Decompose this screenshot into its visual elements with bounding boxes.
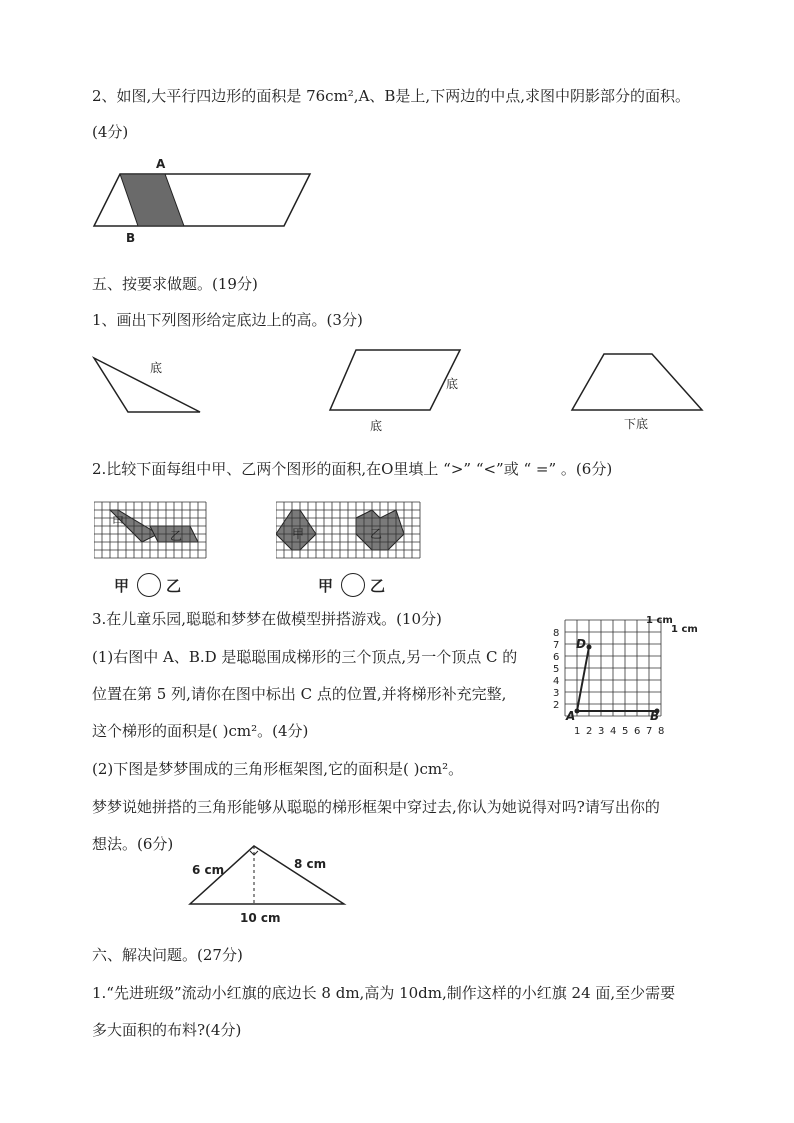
q4-2-text: 2、如图,大平行四边形的面积是 76cm²,A、B是上,下两边的中点,求图中阴影部分的面积。 — [92, 87, 690, 105]
s5-q2-text: 2.比较下面每组中甲、乙两个图形的面积,在O里填上 “>” “<”或 “ =” 。(6分) — [92, 460, 613, 478]
q4-2-score: (4分) — [92, 123, 129, 141]
s5-q3-p1-line1: (1)右图中 A、B.D 是聪聪围成梯形的三个顶点,另一个顶点 C 的 — [92, 648, 518, 666]
grid-label-yi: 乙 — [170, 529, 183, 543]
right-triangle-figure — [184, 838, 374, 938]
right-compare-grid — [276, 498, 421, 568]
compare-left-jia: 甲 — [114, 577, 130, 595]
point-a-label: A — [566, 709, 576, 723]
s5-q3-text: 3.在儿童乐园,聪聪和梦梦在做模型拼搭游戏。(10分) — [92, 610, 442, 628]
grid-label-jia: 甲 — [112, 515, 125, 529]
grid-right-label-jia: 甲 — [292, 527, 305, 541]
y-tick-label: 5 — [553, 664, 560, 675]
x-tick-label: 5 — [622, 726, 629, 737]
y-tick-label: 6 — [553, 652, 560, 663]
x-tick-label: 3 — [598, 726, 605, 737]
trapezoid-figure — [568, 348, 708, 438]
parallelogram-label-bottom: 底 — [370, 419, 383, 433]
s5-q3-p2-line3: 想法。(6分) — [92, 835, 174, 853]
parallelogram2-figure — [326, 346, 476, 436]
compare-right-circle[interactable] — [341, 573, 365, 597]
x-tick-label: 1 — [574, 726, 581, 737]
s5-q3-p1-line3: 这个梯形的面积是( )cm²。(4分) — [92, 722, 309, 740]
section6-title: 六、解决问题。(27分) — [92, 946, 243, 964]
point-d-label: D — [576, 637, 586, 651]
y-tick-label: 8 — [553, 628, 560, 639]
shaded-region — [120, 174, 184, 226]
triangle-right-side: 8 cm — [294, 857, 327, 871]
left-compare-grid — [94, 498, 219, 568]
s6-q1-line1: 1.“先进班级”流动小红旗的底边长 8 dm,高为 10dm,制作这样的小红旗 24 面,至少需要 — [92, 984, 676, 1002]
y-tick-label: 4 — [553, 676, 560, 687]
triangle-left-side: 6 cm — [192, 863, 225, 877]
grid-right-label-yi: 乙 — [370, 527, 383, 541]
label-b: B — [126, 231, 136, 245]
x-tick-label: 8 — [658, 726, 665, 737]
y-tick-label: 7 — [553, 640, 560, 651]
compare-left-yi: 乙 — [166, 577, 182, 595]
trapezoid-base-label: 下底 — [624, 417, 649, 431]
s5-q1-text: 1、画出下列图形给定底边上的高。(3分) — [92, 311, 363, 329]
x-tick-label: 6 — [634, 726, 641, 737]
unit-top-label: 1 cm — [646, 615, 673, 626]
unit-side-label: 1 cm — [671, 624, 698, 635]
label-a: A — [156, 157, 166, 171]
coordinate-grid — [548, 612, 718, 742]
s5-q3-p2-line2: 梦梦说她拼搭的三角形能够从聪聪的梯形框架中穿过去,你认为她说得对吗?请写出你的 — [92, 798, 660, 816]
compare-right-jia: 甲 — [318, 577, 334, 595]
x-tick-label: 4 — [610, 726, 617, 737]
x-tick-label: 2 — [586, 726, 593, 737]
triangle-base: 10 cm — [240, 911, 281, 925]
section5-title: 五、按要求做题。(19分) — [92, 275, 258, 293]
point-b-label: B — [650, 709, 660, 723]
triangle-base-label: 底 — [150, 361, 163, 375]
s5-q3-p2-line1: (2)下图是梦梦围成的三角形框架图,它的面积是( )cm²。 — [92, 760, 464, 778]
parallelogram-figure — [88, 156, 318, 246]
y-tick-label: 2 — [553, 700, 560, 711]
s5-q3-p1-line2: 位置在第 5 列,请你在图中标出 C 点的位置,并将梯形补充完整, — [92, 685, 507, 703]
compare-right-yi: 乙 — [370, 577, 386, 595]
triangle-figure — [88, 352, 218, 422]
y-tick-label: 3 — [553, 688, 560, 699]
parallelogram-label-right: 底 — [446, 377, 459, 391]
x-tick-label: 7 — [646, 726, 653, 737]
s6-q1-line2: 多大面积的布料?(4分) — [92, 1021, 242, 1039]
compare-left-circle[interactable] — [137, 573, 161, 597]
